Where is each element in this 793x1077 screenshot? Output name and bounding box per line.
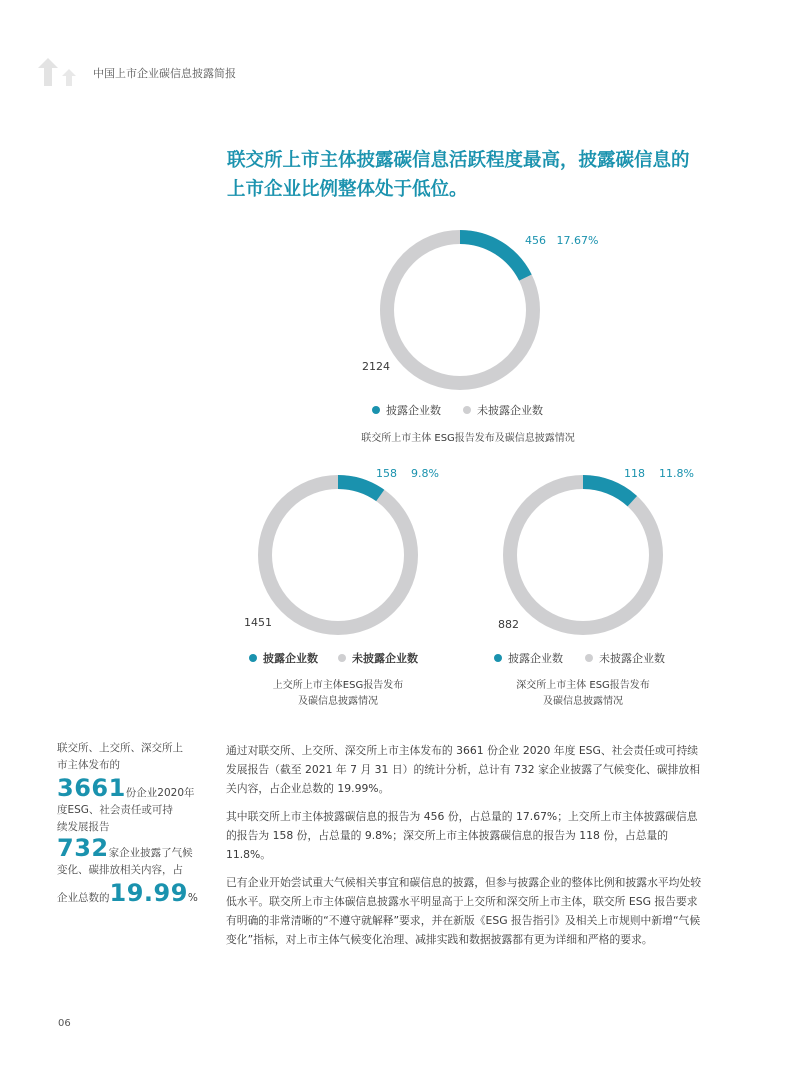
legend-label: 未披露企业数 — [599, 652, 665, 665]
disclosed-dot-icon — [494, 654, 502, 662]
legend-label: 披露企业数 — [508, 652, 563, 665]
stat-share-value: 19.99 — [109, 879, 188, 907]
caption-line-1: 上交所上市主体ESG报告发布 — [272, 680, 404, 691]
szse-chart-caption — [473, 678, 693, 710]
body-paragraph-2: 其中联交所上市主体披露碳信息的报告为 456 份，占总量的 17.67%；上交所上市主体披露碳信息的报告为 158 份，占总量的 9.8%；深交所上市主体披露碳信息的报告为 118 份，占总量的 11.8%。 — [226, 810, 698, 861]
undisclosed-slice — [510, 482, 656, 628]
legend-item-undisclosed — [463, 402, 543, 418]
hkex-donut-svg — [380, 230, 540, 390]
caption-line-2: 及碳信息披露情况 — [543, 696, 623, 707]
legend-label: 未披露企业数 — [477, 404, 543, 417]
undisclosed-slice — [265, 482, 411, 628]
sidebar-line: 度ESG、社会责任或可持 — [57, 804, 173, 816]
body-paragraph-1: 通过对联交所、上交所、深交所上市主体发布的 3661 份企业 2020 年度 ESG、社会责任或可持续发展报告（截至 2021 年 7 月 31 日）的统计分析，总计有 732 家企业披露了气候变化、碳排放相关内容，占企业总数的 19.99%。 — [226, 744, 701, 795]
szse-donut-svg — [503, 475, 663, 635]
disclosed-slice — [583, 482, 632, 501]
sidebar-line: 联交所、上交所、深交所上 — [57, 742, 183, 754]
szse-disclosed-label — [624, 467, 694, 480]
undisclosed-dot-icon — [463, 406, 471, 414]
sse-disclosed-label — [376, 467, 439, 480]
body-paragraph-3: 已有企业开始尝试重大气候相关事宜和碳信息的披露，但参与披露企业的整体比例和披露水平均处较低水平。联交所上市主体碳信息披露水平明显高于上交所和深交所上市主体，联交所 ESG 报告要求有明确的非常清晰的“不遵守就解释”要求，并在新版《ESG 报告指引》及相关上市规则中新增“气候变化”指标，对上市主体气候变化治理、减排实践和数据披露都有更为详细和严格的要求。 — [226, 876, 702, 946]
disclosed-dot-icon — [372, 406, 380, 414]
sidebar-line: 续发展报告 — [57, 821, 110, 833]
legend-label: 披露企业数 — [263, 652, 318, 665]
legend-item-disclosed — [494, 650, 563, 666]
szse-disclosed-percent: 11.8% — [659, 467, 694, 480]
caption-line-2: 及碳信息披露情况 — [298, 696, 378, 707]
page-number: 06 — [58, 1018, 71, 1029]
caption-line-1: 深交所上市主体 ESG报告发布 — [516, 680, 650, 691]
stat-share-prefix: 企业总数的 — [57, 892, 110, 904]
stat-companies-text: 家企业披露了气候 — [108, 847, 193, 859]
body-text — [226, 741, 706, 958]
sidebar-stat-share — [57, 879, 198, 907]
stat-companies-value: 732 — [57, 834, 109, 862]
szse-legend — [494, 650, 665, 666]
disclosed-slice — [460, 237, 525, 278]
hkex-undisclosed-value: 2124 — [362, 360, 390, 373]
szse-undisclosed-value: 882 — [498, 618, 519, 631]
stat-reports-text: 份企业2020年 — [125, 787, 195, 799]
undisclosed-dot-icon — [585, 654, 593, 662]
sse-donut-chart — [258, 475, 418, 635]
sse-disclosed-value: 158 — [376, 467, 397, 480]
sse-legend — [249, 650, 418, 666]
stat-reports-value: 3661 — [57, 774, 126, 802]
legend-label: 披露企业数 — [386, 404, 441, 417]
headline-line-1: 联交所上市主体披露碳信息活跃程度最高，披露碳信息的 — [227, 150, 690, 171]
undisclosed-dot-icon — [338, 654, 346, 662]
headline-line-2: 上市企业比例整体处于低位。 — [227, 179, 468, 200]
stats-sidebar — [57, 740, 197, 907]
legend-item-undisclosed — [338, 650, 418, 666]
legend-label: 未披露企业数 — [352, 652, 418, 665]
hkex-donut-chart — [380, 230, 540, 390]
sse-donut-svg — [258, 475, 418, 635]
legend-item-disclosed — [372, 402, 441, 418]
disclosed-slice — [338, 482, 380, 495]
stat-share-unit: % — [187, 892, 198, 904]
sidebar-line: 市主体发布的 — [57, 759, 120, 771]
sse-chart-caption — [228, 678, 448, 710]
legend-item-disclosed — [249, 650, 318, 666]
hkex-disclosed-label — [525, 234, 598, 247]
section-headline — [227, 146, 727, 204]
hkex-legend — [372, 402, 543, 418]
sidebar-stat-reports — [57, 774, 197, 802]
szse-disclosed-value: 118 — [624, 467, 645, 480]
hkex-disclosed-value: 456 — [525, 234, 546, 247]
sse-disclosed-percent: 9.8% — [411, 467, 439, 480]
sidebar-line: 变化、碳排放相关内容，占 — [57, 864, 183, 876]
legend-item-undisclosed — [585, 650, 665, 666]
page-header — [38, 52, 438, 92]
sidebar-stat-companies — [57, 834, 197, 862]
arrows-logo-icon — [38, 52, 88, 92]
report-title: 中国上市企业碳信息披露简报 — [93, 67, 236, 80]
hkex-chart-caption: 联交所上市主体 ESG报告发布及碳信息披露情况 — [361, 433, 575, 444]
disclosed-dot-icon — [249, 654, 257, 662]
sse-undisclosed-value: 1451 — [244, 616, 272, 629]
szse-donut-chart — [503, 475, 663, 635]
hkex-disclosed-percent: 17.67% — [556, 234, 599, 247]
